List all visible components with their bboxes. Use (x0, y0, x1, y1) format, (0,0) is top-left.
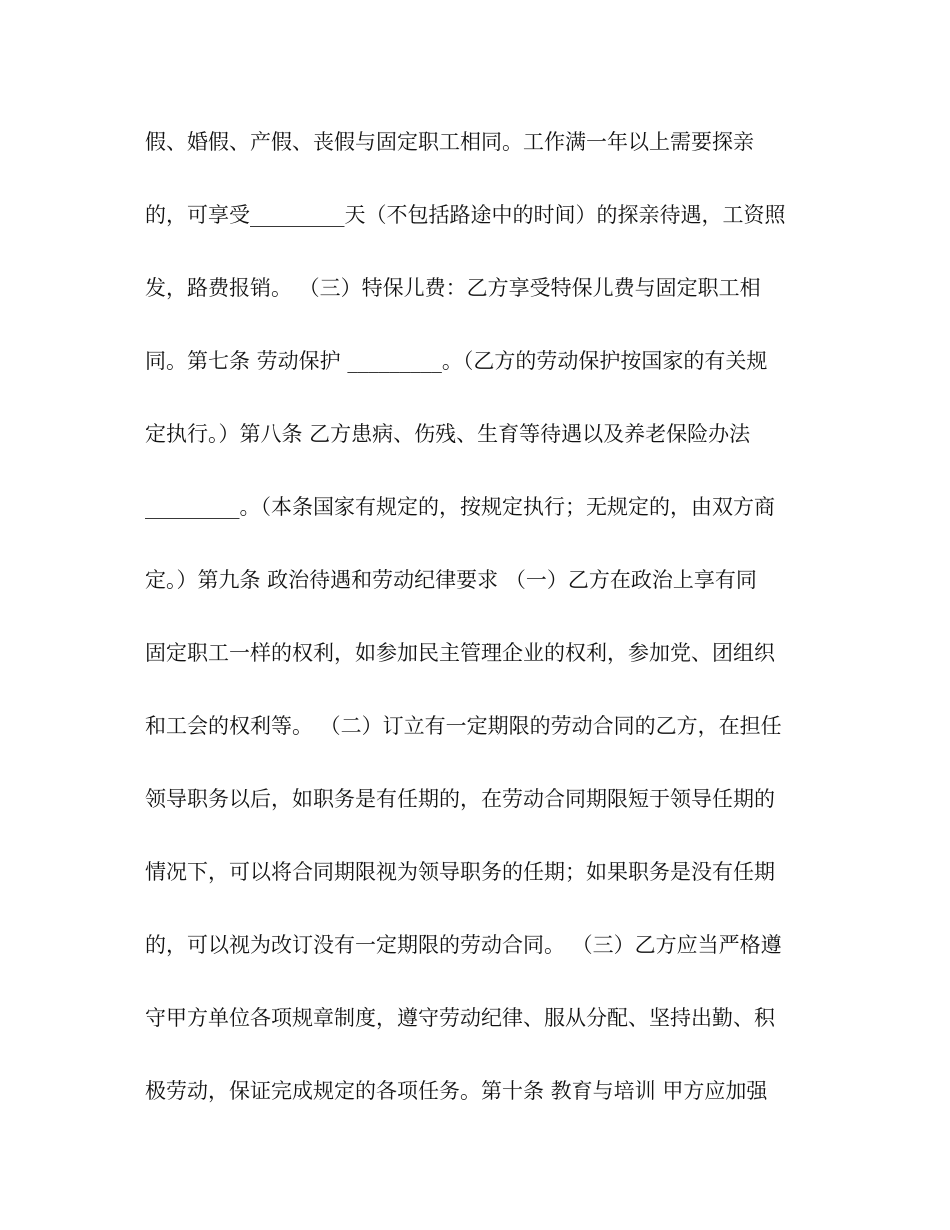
text-line: 领导职务以后，如职务是有任期的，在劳动合同期限短于领导任期的 (145, 787, 775, 811)
text-line: 极劳动，保证完成规定的各项任务。第十条 教育与培训 甲方应加强 (145, 1079, 768, 1103)
text-line: 的，可以视为改订没有一定期限的劳动合同。 （三）乙方应当严格遵 (145, 933, 782, 957)
text-line: 情况下，可以将合同期限视为领导职务的任期；如果职务是没有任期 (145, 860, 775, 884)
text-line: 发，路费报销。 （三）特保儿费：乙方享受特保儿费与固定职工相 (145, 276, 761, 300)
text-line: _________。（本条国家有规定的，按规定执行；无规定的，由双方商 (145, 495, 775, 519)
text-line: 和工会的权利等。 （二）订立有一定期限的劳动合同的乙方，在担任 (145, 714, 782, 738)
text-line: 守甲方单位各项规章制度，遵守劳动纪律、服从分配、坚持出勤、积 (145, 1006, 775, 1030)
text-line: 固定职工一样的权利，如参加民主管理企业的权利，参加党、团组织 (145, 641, 775, 665)
text-line: 定。）第九条 政治待遇和劳动纪律要求 （一）乙方在政治上享有同 (145, 568, 757, 592)
text-line: 同。第七条 劳动保护 _________。（乙方的劳动保护按国家的有关规 (145, 349, 768, 373)
text-line: 的，可享受_________天（不包括路途中的时间）的探亲待遇，工资照 (145, 203, 786, 227)
text-line: 假、婚假、产假、丧假与固定职工相同。工作满一年以上需要探亲 (145, 130, 754, 154)
text-line: 定执行。）第八条 乙方患病、伤残、生育等待遇以及养老保险办法 (145, 422, 751, 446)
